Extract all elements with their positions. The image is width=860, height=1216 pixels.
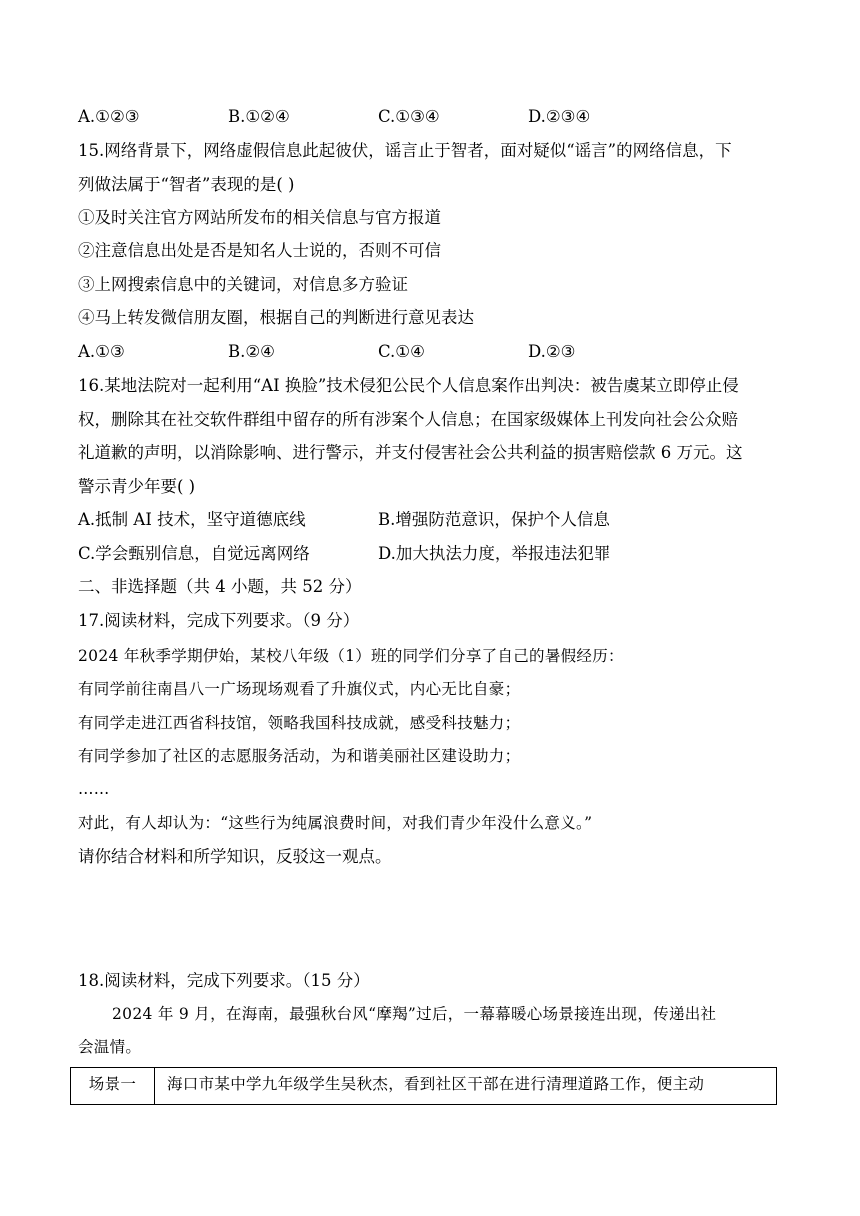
q15-item-2: ②注意信息出处是否是知名人士说的，否则不可信 [78,241,441,260]
q16-stem-line-3: 礼道歉的声明，以消除影响、进行警示，并支付侵害社会公共利益的损害赔偿款 6 万元。这 [78,443,743,462]
q15-item-4: ④马上转发微信朋友圈，根据自己的判断进行意见表达 [78,308,474,327]
q16-stem-line-4: 警示青少年要( ) [78,477,196,496]
scene-label: 场景一 [71,1068,155,1104]
q17-material-line-3: 有同学走进江西省科技馆，领略我国科技成就，感受科技魅力； [78,714,521,732]
q15-option-b: B.②④ [228,342,275,361]
q17-material-line-4: 有同学参加了社区的志愿服务活动，为和谐美丽社区建设助力； [78,747,521,765]
q17-material-line-1: 2024 年秋季学期伊始，某校八年级（1）班的同学们分享了自己的暑假经历： [78,647,624,665]
q17-material-line-2: 有同学前往南昌八一广场现场观看了升旗仪式，内心无比自豪； [78,680,521,698]
q14-option-d: D.②③④ [528,107,591,126]
q17-title: 17.阅读材料，完成下列要求。（9 分） [78,611,360,630]
q16-stem-line-2: 权，删除其在社交软件群组中留存的所有涉案个人信息；在国家级媒体上刊发向社会公众赔 [78,410,738,429]
q15-stem-line-1: 15.网络背景下，网络虚假信息此起彼伏，谣言止于智者，面对疑似“谣言”的网络信息，下 [78,141,732,160]
q14-option-b: B.①②④ [228,107,290,126]
q14-option-c: C.①③④ [378,107,440,126]
q15-options [78,341,778,363]
q18-title: 18.阅读材料，完成下列要求。（15 分） [78,971,370,990]
q16-option-b: B.增强防范意识，保护个人信息 [378,510,610,529]
q16-stem-line-1: 16.某地法院对一起利用“AI 换脸”技术侵犯公民个人信息案作出判决：被告虞某立即停止侵 [78,376,739,395]
q18-paragraph-line-1: 2024 年 9 月，在海南，最强秋台风“摩羯”过后，一幕幕暖心场景接连出现，传递出社 [112,1005,717,1023]
q15-option-d: D.②③ [528,342,576,361]
q15-item-1: ①及时关注官方网站所发布的相关信息与官方报道 [78,208,441,227]
scene-table [70,1067,777,1105]
q16-option-d: D.加大执法力度，举报违法犯罪 [378,544,611,563]
q16-option-a: A.抵制 AI 技术，坚守道德底线 [78,510,306,529]
q15-stem-line-2: 列做法属于“智者”表现的是( ) [78,175,295,194]
q15-item-3: ③上网搜索信息中的关键词，对信息多方验证 [78,275,408,294]
q14-option-a: A.①②③ [78,107,140,126]
q16-options-row-2 [78,543,778,565]
q17-task: 请你结合材料和所学知识，反驳这一观点。 [78,847,392,866]
q18-paragraph-line-2: 会温情。 [78,1038,142,1056]
q17-material-line-6: 对此，有人却认为：“这些行为纯属浪费时间，对我们青少年没什么意义。” [78,814,593,832]
q15-option-a: A.①③ [78,342,125,361]
q14-options [78,106,778,128]
q17-material-ellipsis: …… [78,780,110,798]
q16-option-c: C.学会甄别信息，自觉远离网络 [78,544,310,563]
q16-options-row-1 [78,509,778,531]
scene-text: 海口市某中学九年级学生吴秋杰，看到社区干部在进行清理道路工作，便主动 [167,1075,705,1093]
section-heading: 二、非选择题（共 4 小题，共 52 分） [78,577,362,596]
q15-option-c: C.①④ [378,342,425,361]
